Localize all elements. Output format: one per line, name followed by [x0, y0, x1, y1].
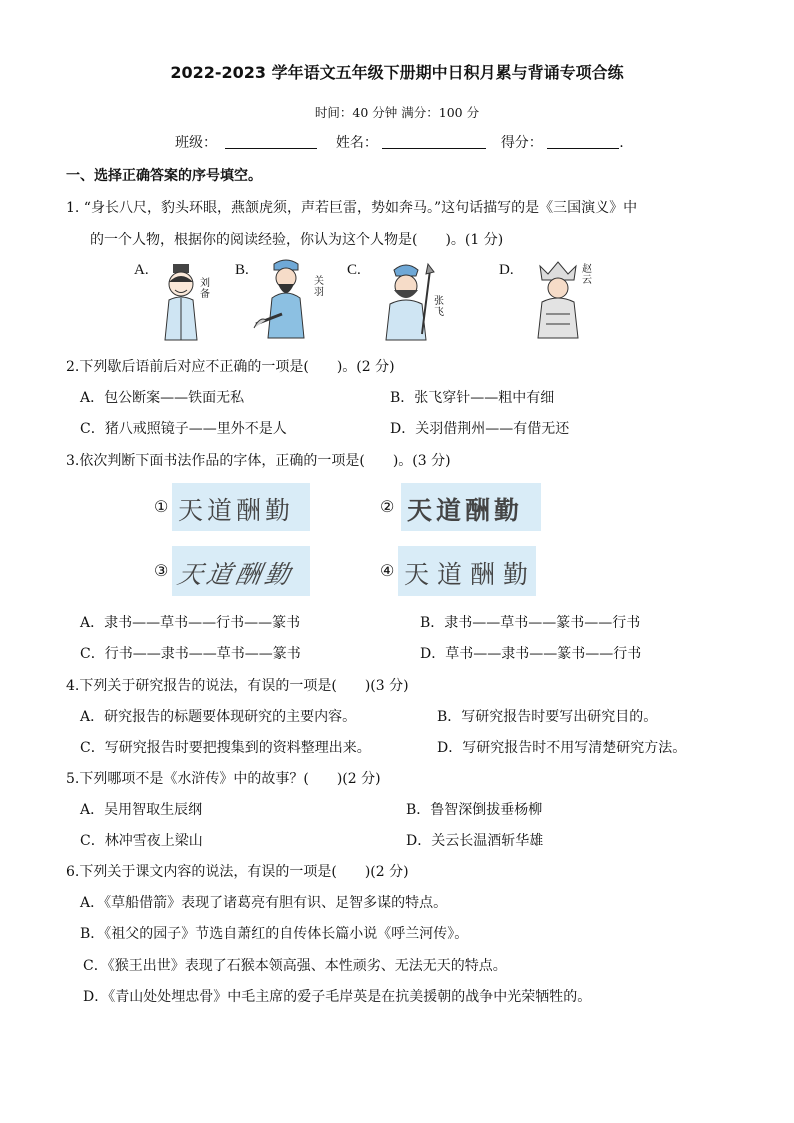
q3-option-b[interactable]: B．隶书——草书——篆书——行书: [420, 615, 641, 631]
q3-calligraphy-1: [172, 483, 310, 531]
q4-option-b[interactable]: B．写研究报告时要写出研究目的。: [437, 709, 658, 725]
q5-option-a[interactable]: A．吴用智取生辰纲: [80, 802, 203, 818]
q1-line1: 1. “身长八尺，豹头环眼，燕颔虎须，声若巨雷，势如奔马。”这句话描写的是《三国演义》中: [66, 200, 638, 216]
score-field[interactable]: [547, 134, 619, 149]
q3-work1-text: 天道酬勤: [178, 496, 295, 525]
q5-stem: 5.下列哪项不是《水浒传》中的故事？( )(2 分): [66, 771, 381, 787]
q5-option-c[interactable]: C．林冲雪夜上梁山: [80, 833, 203, 849]
q2-option-c[interactable]: C．猪八戒照镜子——里外不是人: [80, 421, 287, 437]
liu-bei-illustration: [155, 262, 215, 342]
q5-option-d[interactable]: D．关云长温酒斩华雄: [406, 833, 544, 849]
q1-choice-a-letter[interactable]: A.: [134, 262, 149, 278]
zhao-yun-illustration: [528, 258, 588, 340]
q3-calligraphy-2: [401, 483, 541, 531]
q1-name-zhangfei: 张飞: [434, 296, 444, 318]
q3-option-d[interactable]: D．草书——隶书——篆书——行书: [420, 646, 642, 662]
q2-option-a[interactable]: A．包公断案——铁面无私: [80, 390, 245, 406]
q3-stem: 3.依次判断下面书法作品的字体，正确的一项是( )。(3 分): [66, 453, 451, 469]
q2-stem: 2.下列歇后语前后对应不正确的一项是( )。(2 分): [66, 359, 395, 375]
q4-option-d[interactable]: D．写研究报告时不用写清楚研究方法。: [437, 740, 687, 756]
end-mark: .: [619, 135, 624, 151]
q3-work2-text: 天道酬勤: [407, 496, 524, 525]
q6-option-b[interactable]: B．《祖父的园子》节选自萧红的自传体长篇小说《呼兰河传》。: [80, 926, 469, 942]
class-label: 班级：: [175, 135, 217, 151]
q4-option-a[interactable]: A．研究报告的标题要体现研究的主要内容。: [80, 709, 357, 725]
q1-line2: 的一个人物，根据你的阅读经验，你认为这个人物是( )。(1 分): [90, 232, 504, 248]
q4-option-c[interactable]: C．写研究报告时要把搜集到的资料整理出来。: [80, 740, 371, 756]
q3-work1-number: ①: [154, 497, 169, 516]
page-title: 2022-2023 学年语文五年级下册期中日积月累与背诵专项合练: [170, 63, 624, 82]
q1-choice-b-letter[interactable]: B.: [235, 262, 249, 278]
score-label: 得分：: [500, 135, 543, 151]
q3-calligraphy-3: [172, 546, 310, 596]
q5-option-b[interactable]: B．鲁智深倒拔垂杨柳: [406, 802, 543, 818]
q6-option-a[interactable]: A．《草船借箭》表现了诸葛亮有胆有识、足智多谋的特点。: [80, 895, 448, 911]
q2-option-d[interactable]: D．关羽借荆州——有借无还: [390, 421, 570, 437]
q3-work4-number: ④: [380, 561, 395, 580]
q2-option-b[interactable]: B．张飞穿针——粗中有细: [390, 390, 555, 406]
q6-option-c[interactable]: C．《猴王出世》表现了石猴本领高强、本性顽劣、无法无天的特点。: [83, 958, 507, 974]
q3-calligraphy-4: [398, 546, 536, 596]
q1-name-guanyu: 关羽: [314, 276, 324, 298]
class-field[interactable]: [225, 134, 317, 149]
q3-option-c[interactable]: C．行书——隶书——草书——篆书: [80, 646, 301, 662]
q1-choice-d-letter[interactable]: D.: [499, 262, 514, 278]
name-field[interactable]: [382, 134, 486, 149]
q3-work4-text: 天道酬勤: [404, 560, 537, 589]
guan-yu-illustration: [252, 258, 322, 340]
q1-choice-c-letter[interactable]: C.: [347, 262, 361, 278]
exam-time-score: 时间：40 分钟 满分：100 分: [314, 105, 480, 120]
q6-option-d[interactable]: D．《青山处处埋忠骨》中毛主席的爱子毛岸英是在抗美援朝的战争中光荣牺牲的。: [83, 989, 592, 1005]
q1-name-zhaoyun: 赵云: [582, 264, 592, 286]
q3-work2-number: ②: [380, 497, 395, 516]
q4-stem: 4.下列关于研究报告的说法，有误的一项是( )(3 分): [66, 678, 409, 694]
zhang-fei-illustration: [372, 260, 442, 342]
q3-work3-text: 天道酬勤: [175, 560, 297, 589]
name-label: 姓名：: [335, 135, 378, 151]
q1-name-liubei: 刘备: [200, 278, 210, 300]
student-info-line: [175, 132, 624, 152]
q3-option-a[interactable]: A．隶书——草书——行书——篆书: [80, 615, 301, 631]
q6-stem: 6.下列关于课文内容的说法，有误的一项是( )(2 分): [66, 864, 409, 880]
section-heading: 一、选择正确答案的序号填空。: [66, 168, 262, 184]
q3-work3-number: ③: [154, 561, 169, 580]
